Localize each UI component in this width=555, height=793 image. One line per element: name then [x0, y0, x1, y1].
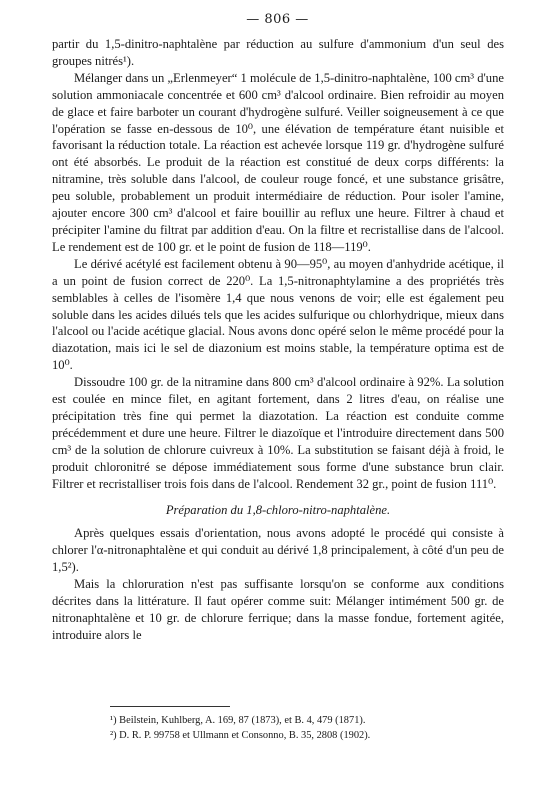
footnotes: [110, 713, 510, 743]
paragraph-diazotation: Dissoudre 100 gr. de la nitramine dans 800 cm³ d'alcool ordinaire à 92%. La solution est coulée en mince filet, en agitant fortement, dans 2 litres d'eau, on réalise une précipitation très fine qui permet la diazotation. La réaction est conduite comme précédemment et dure une heure. Filtrer le diazoïque et l'introduire directement dans 500 cm³ de la solution de chlorure cuivreux à 10%. La substitution se faisant déjà à froid, le produit chloronitré se dépose immédiatement sous forme d'une substance brun clair. Filtrer et recristalliser trois fois dans de l'alcool. Rendement 32 gr., point de fusion 111⁰.: [52, 375, 504, 491]
paragraph-chlorination: Mais la chloruration n'est pas suffisante lorsqu'on se conforme aux conditions décrites dans la littérature. Il faut opérer comme suit: Mélanger intimément 500 gr. de nitronaphtalène et 10 gr. de chlorure ferrique; dans la masse fondue, fortement agitée, introduire alors le: [52, 577, 504, 642]
body-text: [52, 36, 504, 644]
footnote-1: ¹) Beilstein, Kuhlberg, A. 169, 87 (1873), et B. 4, 479 (1871).: [110, 715, 366, 726]
section-title: Préparation du 1,8-chloro-nitro-naphtalène.: [165, 503, 391, 518]
paragraph-acetyl-derivative: Le dérivé acétylé est facilement obtenu à 90—95⁰, au moyen d'anhydride acétique, il a un point de fusion correct de 220⁰. La 1,5-nitronaphtylamine a des propriétés très semblables à celles de l'isomère 1,4 que nous venons de voir; elle est également peu soluble dans les acides dilués tels que les acides sulfurique ou chlorhydrique, mieux dans l'alcool ou l'acide acétique glacial. Nous avons donc opéré selon le même procédé pour la diazotation, mais ici le sel de diazonium est moins stable, la température optima est de 10⁰.: [52, 256, 504, 373]
page-number: — 806 —: [246, 12, 309, 27]
footnote-rule: [110, 706, 230, 707]
paragraph-procedure-nitramine: Mélanger dans un „Erlenmeyer“ 1 molécule de 1,5-dinitro-naphtalène, 100 cm³ d'une solution ammoniacale concentrée et 600 cm³ d'alcool ordinaire. Bien refroidir au moyen de glace et faire barboter un courant d'hydrogène sulfuré. Veiller soigneusement à ce que l'opération se fasse en-dessous de 10⁰, une élévation de température étant nuisible et favorisant la réduction totale. La réaction est achevée lorsque 119 gr. d'hydrogène sulfuré ont été absorbés. Le produit de la réaction est constitué de deux corps différents: la nitramine, très soluble dans l'alcool, de couleur rouge foncé, et une substance grisâtre, peu soluble, probablement un produit intermédiaire de réduction. Pour isoler l'amine, ajouter encore 300 cm³ d'alcool et faire bouillir au reflux une heure. Filtrer à chaud et précipiter l'amine du filtrat par addition d'eau. On la filtre et recristallise dans de l'alcool. Le rendement est de 100 gr. et le point de fusion de 118—119⁰.: [52, 70, 504, 254]
paragraph-orientation: Après quelques essais d'orientation, nous avons adopté le procédé qui consiste à chlorer l'α-nitronaphtalène et qui conduit au dérivé 1,8 principalement, à côté d'un peu de 1,5²).: [52, 526, 504, 575]
footnote-2: ²) D. R. P. 99758 et Ullmann et Consonno, B. 35, 2808 (1902).: [110, 730, 371, 741]
paragraph-continuation: partir du 1,5-dinitro-naphtalène par réduction au sulfure d'ammonium d'un seul des groupes nitrés¹).: [52, 37, 504, 68]
